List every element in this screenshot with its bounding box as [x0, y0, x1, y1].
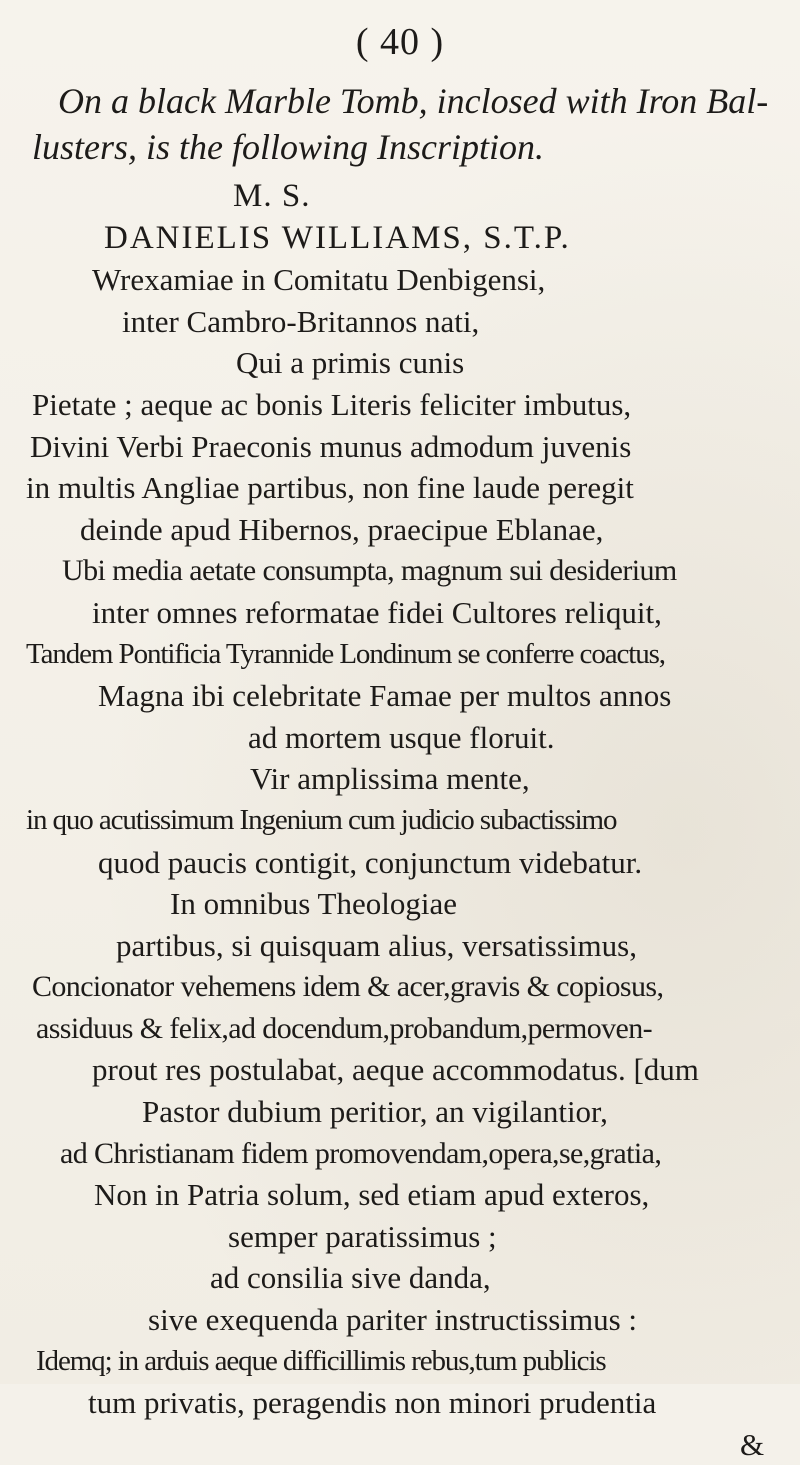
inscription-line: deinde apud Hibernos, praecipue Eblanae,	[80, 511, 604, 547]
inscription-line: in quo acutissimum Ingenium cum judicio subactissimo	[26, 803, 617, 836]
inscription-line: inter omnes reformatae fidei Cultores reliquit,	[92, 594, 662, 630]
inscription-line: partibus, si quisquam alius, versatissimus,	[116, 927, 637, 963]
inscription-line: ad consilia sive danda,	[210, 1260, 491, 1296]
inscription-line: inter Cambro-Britannos nati,	[122, 303, 480, 339]
inscription-line: Concionator vehemens idem & acer,gravis & copiosus,	[32, 970, 664, 1004]
inscription-line: quod paucis contigit, conjunctum videbatur.	[98, 844, 643, 880]
inscription-line: DANIELIS WILLIAMS, S.T.P.	[104, 219, 571, 256]
inscription-line: Magna ibi celebritate Famae per multos annos	[98, 678, 672, 714]
inscription-line: assiduus & felix,ad docendum,probandum,permoven-	[36, 1011, 653, 1045]
inscription-line: Pastor dubium peritior, an vigilantior,	[142, 1094, 608, 1130]
catchword: &	[740, 1426, 765, 1462]
inscription-line: ad Christianam fidem promovendam,opera,se,gratia,	[60, 1136, 662, 1170]
inscription-line: Wrexamiae in Comitatu Denbigensi,	[92, 262, 546, 298]
inscription-line: Idemq; in arduis aeque difficillimis rebus,tum publicis	[36, 1344, 606, 1377]
inscription-line: sive exequenda pariter instructissimus :	[148, 1302, 637, 1338]
inscription-line: Ubi media aetate consumpta, magnum sui desiderium	[62, 554, 677, 588]
inscription-line: Divini Verbi Praeconis munus admodum juvenis	[30, 428, 632, 464]
intro-caption	[0, 78, 800, 170]
inscription-line: Tandem Pontificia Tyrannide Londinum se conferre coactus,	[26, 637, 665, 670]
inscription-line: Non in Patria solum, sed etiam apud exteros,	[94, 1177, 650, 1213]
inscription-line: prout res postulabat, aeque accommodatus. [dum	[92, 1052, 699, 1088]
page-number: ( 40 )	[355, 21, 445, 63]
inscription-line: In omnibus Theologiae	[170, 886, 457, 922]
inscription-line: Qui a primis cunis	[236, 345, 465, 381]
intro-line-2: lusters, is the following Inscription.	[32, 127, 545, 167]
inscription-line: Pietate ; aeque ac bonis Literis feliciter imbutus,	[32, 386, 632, 422]
inscription-line: M. S.	[233, 178, 311, 214]
inscription-line: Vir amplissima mente,	[250, 761, 530, 797]
inscription-line: ad mortem usque floruit.	[248, 719, 555, 755]
inscription-line: tum privatis, peragendis non minori prudentia	[88, 1385, 657, 1421]
inscription-text	[0, 176, 800, 1465]
intro-line-1: On a black Marble Tomb, inclosed with Iron Bal-	[58, 81, 769, 121]
inscription-line: in multis Angliae partibus, non fine laude peregit	[26, 470, 634, 506]
inscription-line: semper paratissimus ;	[228, 1218, 497, 1254]
